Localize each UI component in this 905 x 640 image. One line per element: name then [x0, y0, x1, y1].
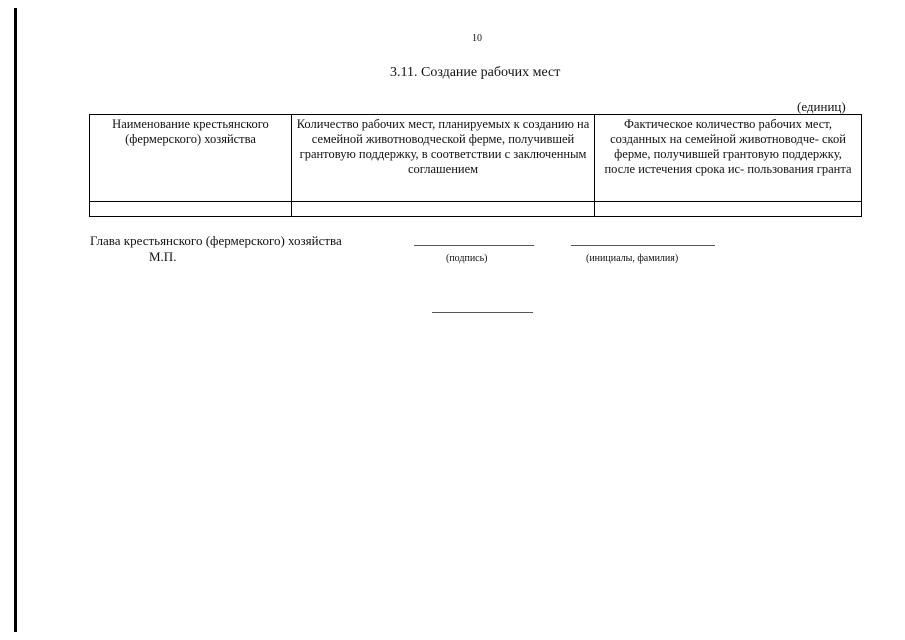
- page-number: 10: [472, 33, 482, 44]
- footer-separator-line: [432, 312, 533, 313]
- table-row: [90, 202, 862, 217]
- signature-label: Глава крестьянского (фермерского) хозяйства: [90, 233, 342, 248]
- signature-caption: (подпись): [446, 253, 488, 264]
- table-cell[interactable]: [90, 202, 292, 217]
- column-header-actual-jobs: Фактическое количество рабочих мест, созданных на семейной животноводче- ской ферме, получившей грантовую поддержку, после истечения срока ис- пользования гранта: [595, 115, 862, 202]
- stamp-label: М.П.: [149, 249, 177, 264]
- section-title: 3.11. Создание рабочих мест: [390, 65, 561, 80]
- table-cell[interactable]: [292, 202, 595, 217]
- jobs-table: [89, 114, 862, 217]
- table-cell[interactable]: [595, 202, 862, 217]
- column-header-planned-jobs: Количество рабочих мест, планируемых к созданию на семейной животноводческой ферме, получившей грантовую поддержку, в соответствии с заключенным соглашением: [292, 115, 595, 202]
- initials-caption: (инициалы, фамилия): [586, 253, 679, 264]
- initials-line[interactable]: [571, 245, 715, 246]
- units-label: (единиц): [797, 99, 846, 114]
- table-header-row: [90, 115, 862, 202]
- left-margin-bar: [14, 8, 17, 632]
- signature-line[interactable]: [414, 245, 534, 246]
- column-header-farm-name: Наименование крестьянского (фермерского) хозяйства: [90, 115, 292, 202]
